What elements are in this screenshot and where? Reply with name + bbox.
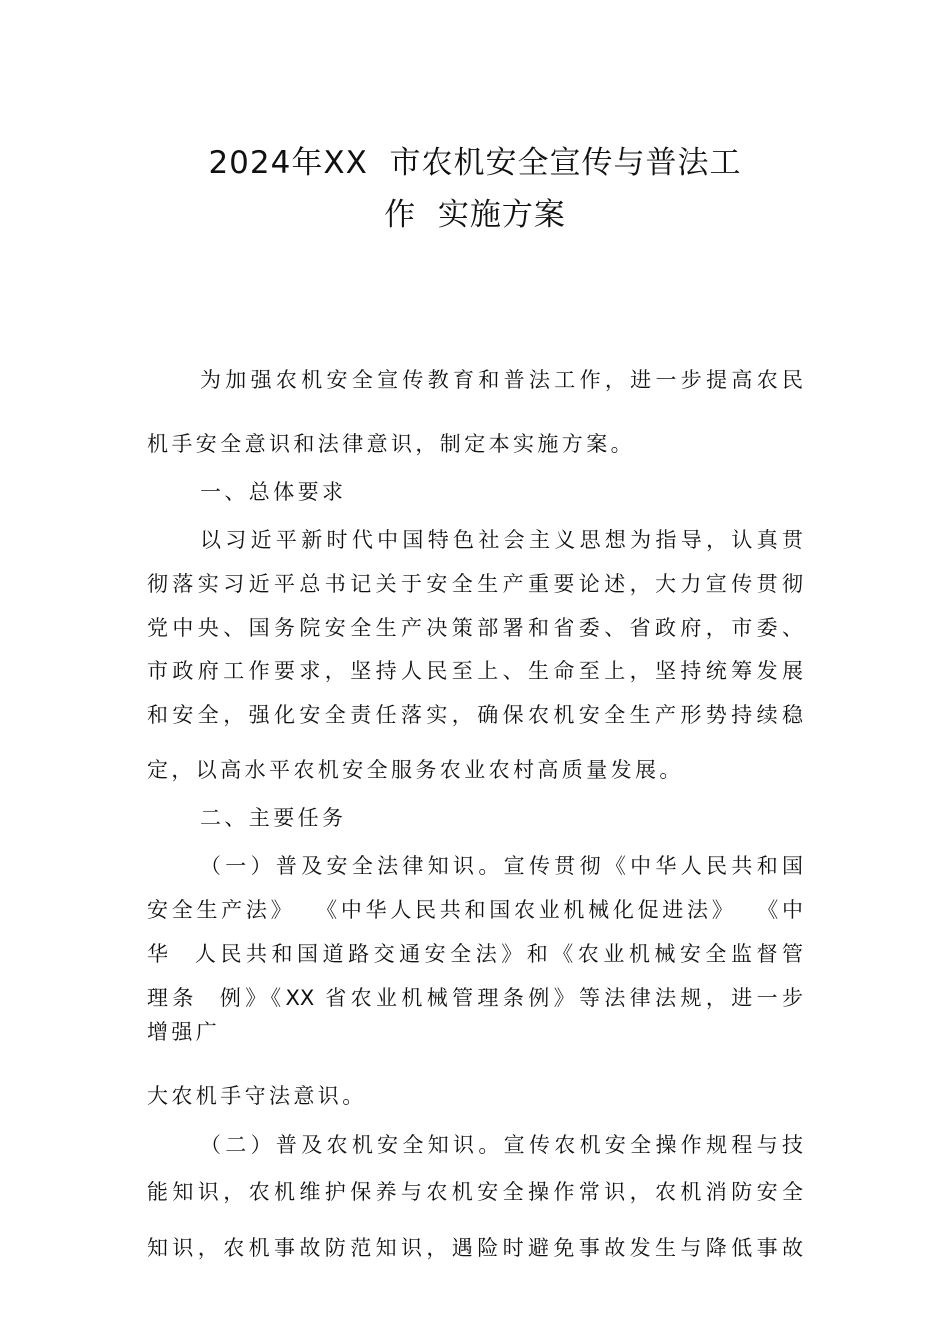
paragraph-line: 彻落实习近平总书记关于安全生产重要论述，大力宣传贯彻 xyxy=(147,572,803,596)
task-1-line: 理条 例》《XX 省农业机械管理条例》等法律法规，进一步 xyxy=(147,986,803,1010)
task-1-line: 大农机手守法意识。 xyxy=(147,1084,367,1108)
task-1-line: 增强广 xyxy=(147,1020,221,1044)
task-1-line: （一）普及安全法律知识。宣传贯彻《中华人民共和国 xyxy=(200,854,803,878)
task-1-line: 安全生产法》 《中华人民共和国农业机械化促进法》 《中 xyxy=(147,898,803,922)
document-title-line-2: 作 实施方案 xyxy=(384,197,566,233)
paragraph-line: 市政府工作要求，坚持人民至上、生命至上，坚持统筹发展 xyxy=(147,659,803,683)
section-heading-2: 二、主要任务 xyxy=(200,806,347,830)
task-2-line: 知识，农机事故防范知识，遇险时避免事故发生与降低事故 xyxy=(147,1236,803,1260)
task-2-line: （二）普及农机安全知识。宣传农机安全操作规程与技 xyxy=(200,1133,803,1157)
paragraph-line: 和安全，强化安全责任落实，确保农机安全生产形势持续稳 xyxy=(147,703,803,727)
intro-line-2: 机手安全意识和法律意识，制定本实施方案。 xyxy=(147,432,635,456)
section-heading-1: 一、总体要求 xyxy=(200,480,347,504)
intro-line-1: 为加强农机安全宣传教育和普法工作，进一步提高农民 xyxy=(200,368,803,392)
paragraph-line: 以习近平新时代中国特色社会主义思想为指导，认真贯 xyxy=(200,528,803,552)
document-title-line-1: 2024年XX 市农机安全宣传与普法工 xyxy=(208,145,742,181)
paragraph-line: 定，以高水平农机安全服务农业农村高质量发展。 xyxy=(147,758,684,782)
task-1-line: 华 人民共和国道路交通安全法》和《农业机械安全监督管 xyxy=(147,942,803,966)
paragraph-line: 党中央、国务院安全生产决策部署和省委、省政府，市委、 xyxy=(147,616,803,640)
task-2-line: 能知识，农机维护保养与农机安全操作常识，农机消防安全 xyxy=(147,1180,803,1204)
